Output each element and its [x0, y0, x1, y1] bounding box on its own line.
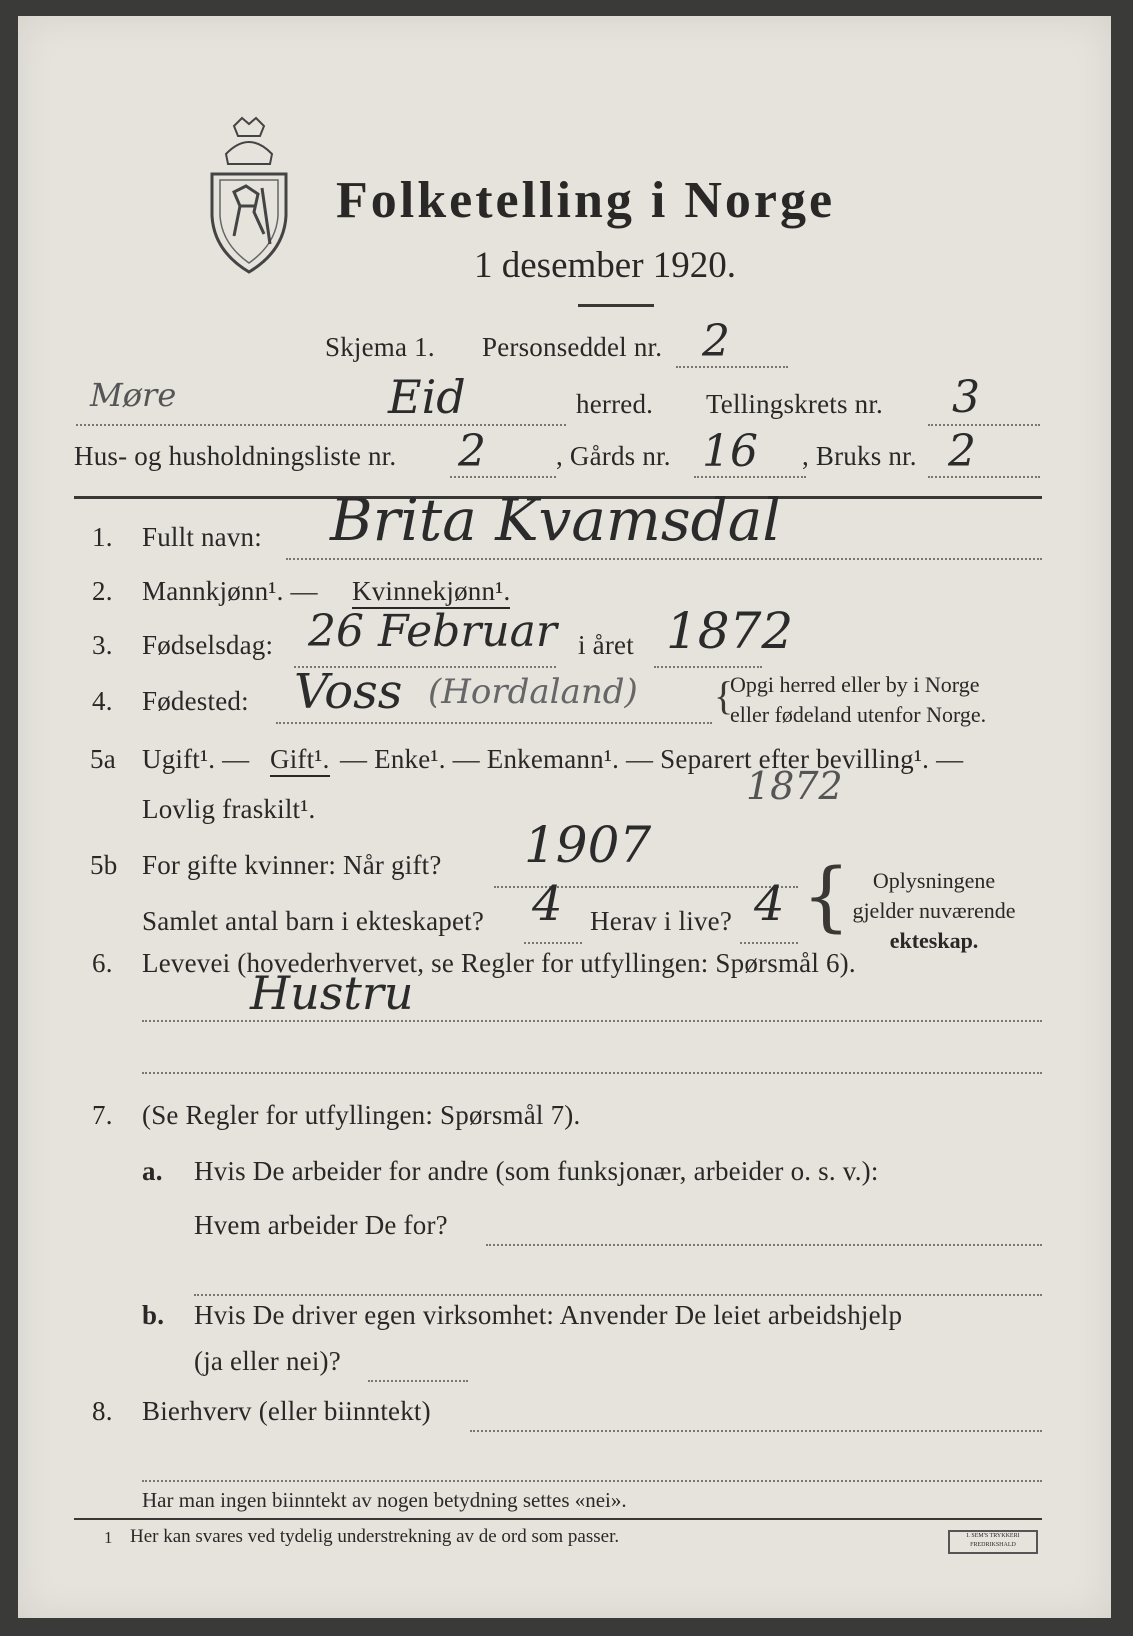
q4-note-line2: eller fødeland utenfor Norge.: [730, 702, 987, 727]
q2-number: 2.: [92, 576, 113, 606]
q4-birthplace: Voss: [294, 664, 403, 720]
hus-label: Hus- og husholdningsliste nr.: [74, 441, 397, 471]
q6-number: 6.: [92, 948, 113, 978]
q7b-line: [368, 1380, 468, 1382]
q8-line2: [142, 1480, 1042, 1482]
tellingskrets-value: 3: [952, 372, 980, 423]
q4-line: [276, 722, 712, 724]
personseddel-label: Personseddel nr.: [482, 332, 663, 362]
footnote-marker: 1: [104, 1528, 113, 1547]
q5b-note-line3: ekteskap.: [889, 928, 979, 953]
q5b-children-label: Samlet antal barn i ekteskapet?: [142, 906, 485, 936]
gards-label: , Gårds nr.: [556, 441, 671, 471]
q5a-fraskilt-option: Lovlig fraskilt¹.: [142, 794, 316, 824]
q1-label: Fullt navn:: [142, 522, 262, 552]
q7b-question: (ja eller nei)?: [194, 1346, 341, 1376]
q5b-note-line2: gjelder nuværende: [852, 898, 1016, 923]
q7b-text: Hvis De driver egen virksomhet: Anvender De leiet arbeidshjelp: [194, 1300, 903, 1330]
coat-of-arms-icon: [204, 116, 294, 276]
q2-female-option: Kvinnekjønn¹.: [352, 576, 510, 609]
q5b-alive-count: 4: [754, 876, 785, 932]
q4-brace: {: [714, 673, 734, 718]
q5b-married-year: 1907: [524, 816, 652, 874]
county-handwritten: Møre: [90, 376, 177, 414]
q5b-alive-line: [740, 942, 798, 944]
herred-label: herred.: [576, 389, 654, 419]
q4-number: 4.: [92, 686, 113, 716]
bruks-line: [928, 476, 1040, 478]
q1-number: 1.: [92, 522, 113, 552]
q6-line2: [142, 1072, 1042, 1074]
biinntekt-note: Har man ingen biinntekt av nogen betydning settes «nei».: [142, 1488, 627, 1512]
q5a-margin-note: 1872: [746, 764, 843, 808]
q8-label: Bierhverv (eller biinntekt): [142, 1396, 431, 1426]
q3-birth-year: 1872: [666, 602, 794, 660]
q5b-children-line: [524, 942, 582, 944]
q5a-gift-option: Gift¹.: [270, 744, 330, 777]
herred-line: [76, 424, 566, 426]
q5b-children-count: 4: [532, 876, 563, 932]
form-title: Folketelling i Norge: [336, 172, 836, 229]
q3-label: Fødselsdag:: [142, 630, 274, 660]
printer-stamp: I. SEM'S TRYKKERI FREDRIKSHALD: [948, 1530, 1038, 1554]
footnote-rule: [74, 1518, 1042, 1520]
census-form-page: [18, 16, 1111, 1618]
q7a-line2: [194, 1294, 1042, 1296]
q7-number: 7.: [92, 1100, 113, 1130]
personseddel-line: [676, 366, 788, 368]
q3-number: 3.: [92, 630, 113, 660]
q3-birth-day: 26 Februar: [308, 606, 557, 657]
skjema-label: Skjema 1.: [325, 332, 435, 362]
q4-birthplace-note: (Hordaland): [428, 672, 638, 712]
q3-year-label: i året: [578, 630, 634, 660]
title-divider: [578, 304, 654, 307]
q7a-text: Hvis De arbeider for andre (som funksjonær, arbeider o. s. v.):: [194, 1156, 879, 1186]
q8-line1: [470, 1430, 1042, 1432]
q6-occupation: Hustru: [250, 966, 414, 1020]
q7a-line1: [486, 1244, 1042, 1246]
q7a-question: Hvem arbeider De for?: [194, 1210, 448, 1240]
q1-line: [286, 558, 1042, 560]
q8-number: 8.: [92, 1396, 113, 1426]
q2-male-option: Mannkjønn¹. —: [142, 576, 318, 606]
census-date: 1 desember 1920.: [474, 245, 737, 286]
q5a-other-options: — Enke¹. — Enkemann¹. — Separert efter bevilling¹. —: [340, 744, 964, 774]
footnote-text: Her kan svares ved tydelig understrekning av de ord som passer.: [130, 1526, 620, 1547]
personseddel-value: 2: [702, 316, 730, 367]
tellingskrets-line: [928, 424, 1040, 426]
q5b-number: 5b: [90, 850, 118, 880]
hus-value: 2: [458, 426, 486, 477]
q7b-letter: b.: [142, 1300, 165, 1330]
tellingskrets-label: Tellingskrets nr.: [706, 389, 883, 419]
q7-label: (Se Regler for utfyllingen: Spørsmål 7).: [142, 1100, 581, 1130]
q4-note-line1: Opgi herred eller by i Norge: [730, 672, 980, 697]
bruks-value: 2: [948, 426, 976, 477]
q4-label: Fødested:: [142, 686, 249, 716]
herred-value: Eid: [388, 370, 466, 424]
q5b-brace: {: [802, 851, 851, 940]
q5b-married-label: For gifte kvinner: Når gift?: [142, 850, 442, 880]
q5a-ugift-option: Ugift¹. —: [142, 744, 250, 774]
q6-label: Levevei (hovederhvervet, se Regler for utfyllingen: Spørsmål 6).: [142, 948, 856, 978]
q3-year-line: [654, 666, 762, 668]
q6-line1: [142, 1020, 1042, 1022]
q5b-note-line1: Oplysningene: [872, 868, 996, 893]
q7a-letter: a.: [142, 1156, 163, 1186]
q5b-alive-label: Herav i live?: [590, 906, 733, 936]
q5a-number: 5a: [90, 744, 116, 774]
q1-full-name: Brita Kvamsdal: [330, 486, 781, 554]
bruks-label: , Bruks nr.: [802, 441, 917, 471]
gards-value: 16: [702, 426, 758, 477]
